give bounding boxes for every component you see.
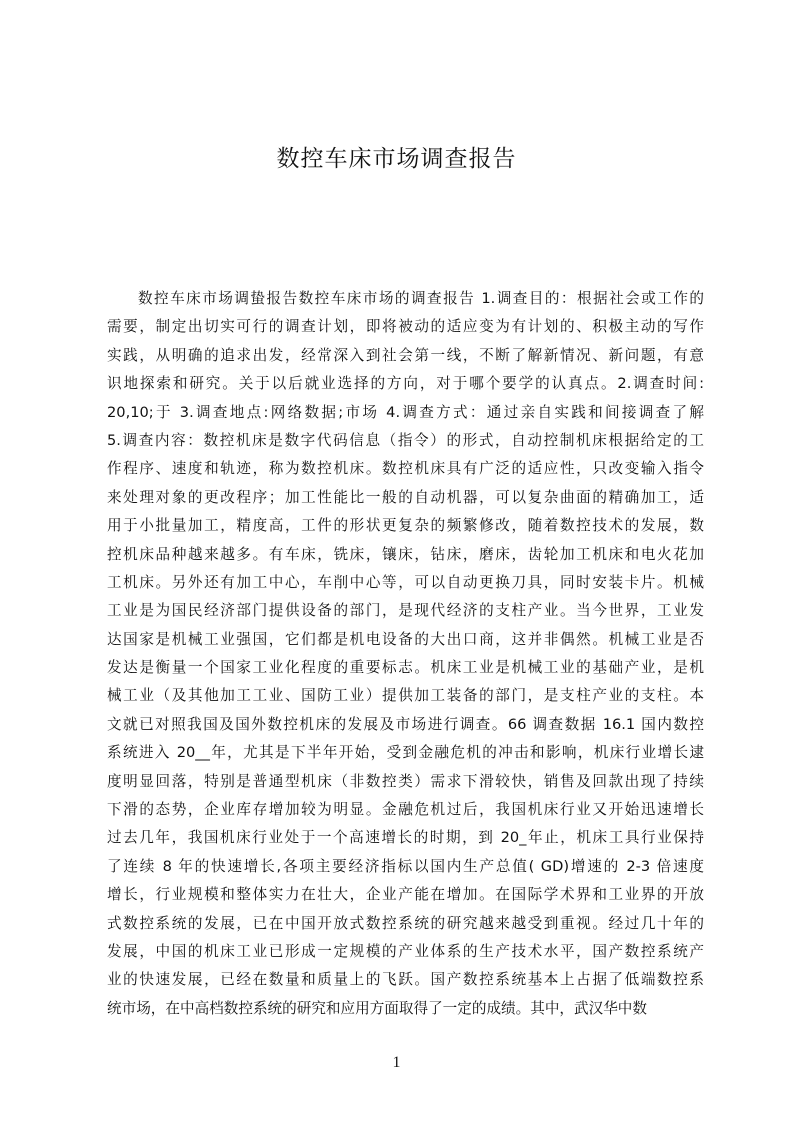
text-line: 过去几年，我国机床行业处于一个高速增长的时期，到 20_年止，机床工具行业保持 [107,829,704,847]
body-text [107,288,704,1026]
text-line: 工机床。另外还有加工中心，车削中心等，可以自动更换刀具，同时安装卡片。机械 [107,573,704,591]
text-line: 来处理对象的更改程序；加工性能比一般的自动机器，可以复杂曲面的精确加工，适 [107,488,704,506]
text-line: 5.调查内容：数控机床是数字代码信息（指令）的形式，自动控制机床根据给定的工 [107,431,704,449]
text-line: 发达是衡量一个国家工业化程度的重要标志。机床工业是机械工业的基础产业，是机 [107,659,704,677]
document-title: 数控车床市场调查报告 [276,146,517,172]
text-line: 用于小批量加工，精度高，工件的形状更复杂的频繁修改，随着数控技术的发展，数 [107,517,704,535]
text-line: 控机床品种越来越多。有车床，铣床，镶床，钻床，磨床，齿轮加工机床和电火花加 [107,545,704,563]
text-line: 数控车床市场调蛰报告数控车床市场的调查报告 1.调查目的：根据社会或工作的 [138,290,704,307]
text-line: 需要，制定出切实可行的调查计划，即将被动的适应变为有计划的、积极主动的写作 [107,318,704,336]
text-line: 发展，中国的机床工业已形成一定规模的产业体系的生产技术水平，国产数控系统产 [107,942,704,960]
text-line: 度明显回落，特别是普通型机床（非数控类）需求下滑较快，销售及回款出现了持续 [107,772,704,790]
text-line: 达国家是机械工业强国，它们都是机电设备的大出口商，这并非偶然。机械工业是否 [107,630,704,648]
text-line: 增长，行业规模和整体实力在壮大，企业产能在增加。在国际学术界和工业界的开放 [107,886,704,904]
text-line: 工业是为国民经济部门提供设备的部门，是现代经济的支柱产业。当今世界，工业发 [107,602,704,620]
text-line: 系统进入 20__年，尤其是下半年开始，受到金融危机的冲击和影响，机床行业增长逮 [107,744,704,762]
text-line: 了连续 8 年的快速增长,各项主要经济指标以国内生产总值( GD)增速的 2-3 倍速度 [107,857,704,875]
text-line: 业的快速发展，已经在数量和质量上的飞跃。国产数控系统基本上占据了低端数控系 [107,971,704,989]
text-line: 实践，从明确的追求出发，经常深入到社会第一线，不断了解新情况、新问题，有意 [107,346,704,364]
text-line: 作程序、速度和轨迹，称为数控机床。数控机床具有广泛的适应性，只改变输入指令 [107,460,704,478]
text-line: 统市场，在中高档数控系统的研究和应用方面取得了一定的成绩。其中，武汉华中数 [107,999,647,1017]
text-line: 识地探索和研究。关于以后就业选择的方向，对于哪个要学的认真点。2.调查时间: [107,375,704,393]
page-number: 1 [392,1054,401,1071]
text-line: 械工业（及其他加工工业、国防工业）提供加工装备的部门，是支柱产业的支柱。本 [107,687,704,705]
text-line: 20,10;于 3.调查地点:网络数据;市场 4.调查方式：通过亲自实践和间接调查了解 [107,403,704,421]
text-line: 式数控系统的发展，已在中国开放式数控系统的研究越来越受到重视。经过几十年的 [107,914,704,932]
text-line: 下滑的态势，企业库存增加较为明显。金融危机过后，我国机床行业又开始迅速增长 [107,801,704,819]
text-line: 文就已对照我国及国外数控机床的发展及市场进行调查。66 调查数据 16.1 国内数控 [107,715,704,733]
